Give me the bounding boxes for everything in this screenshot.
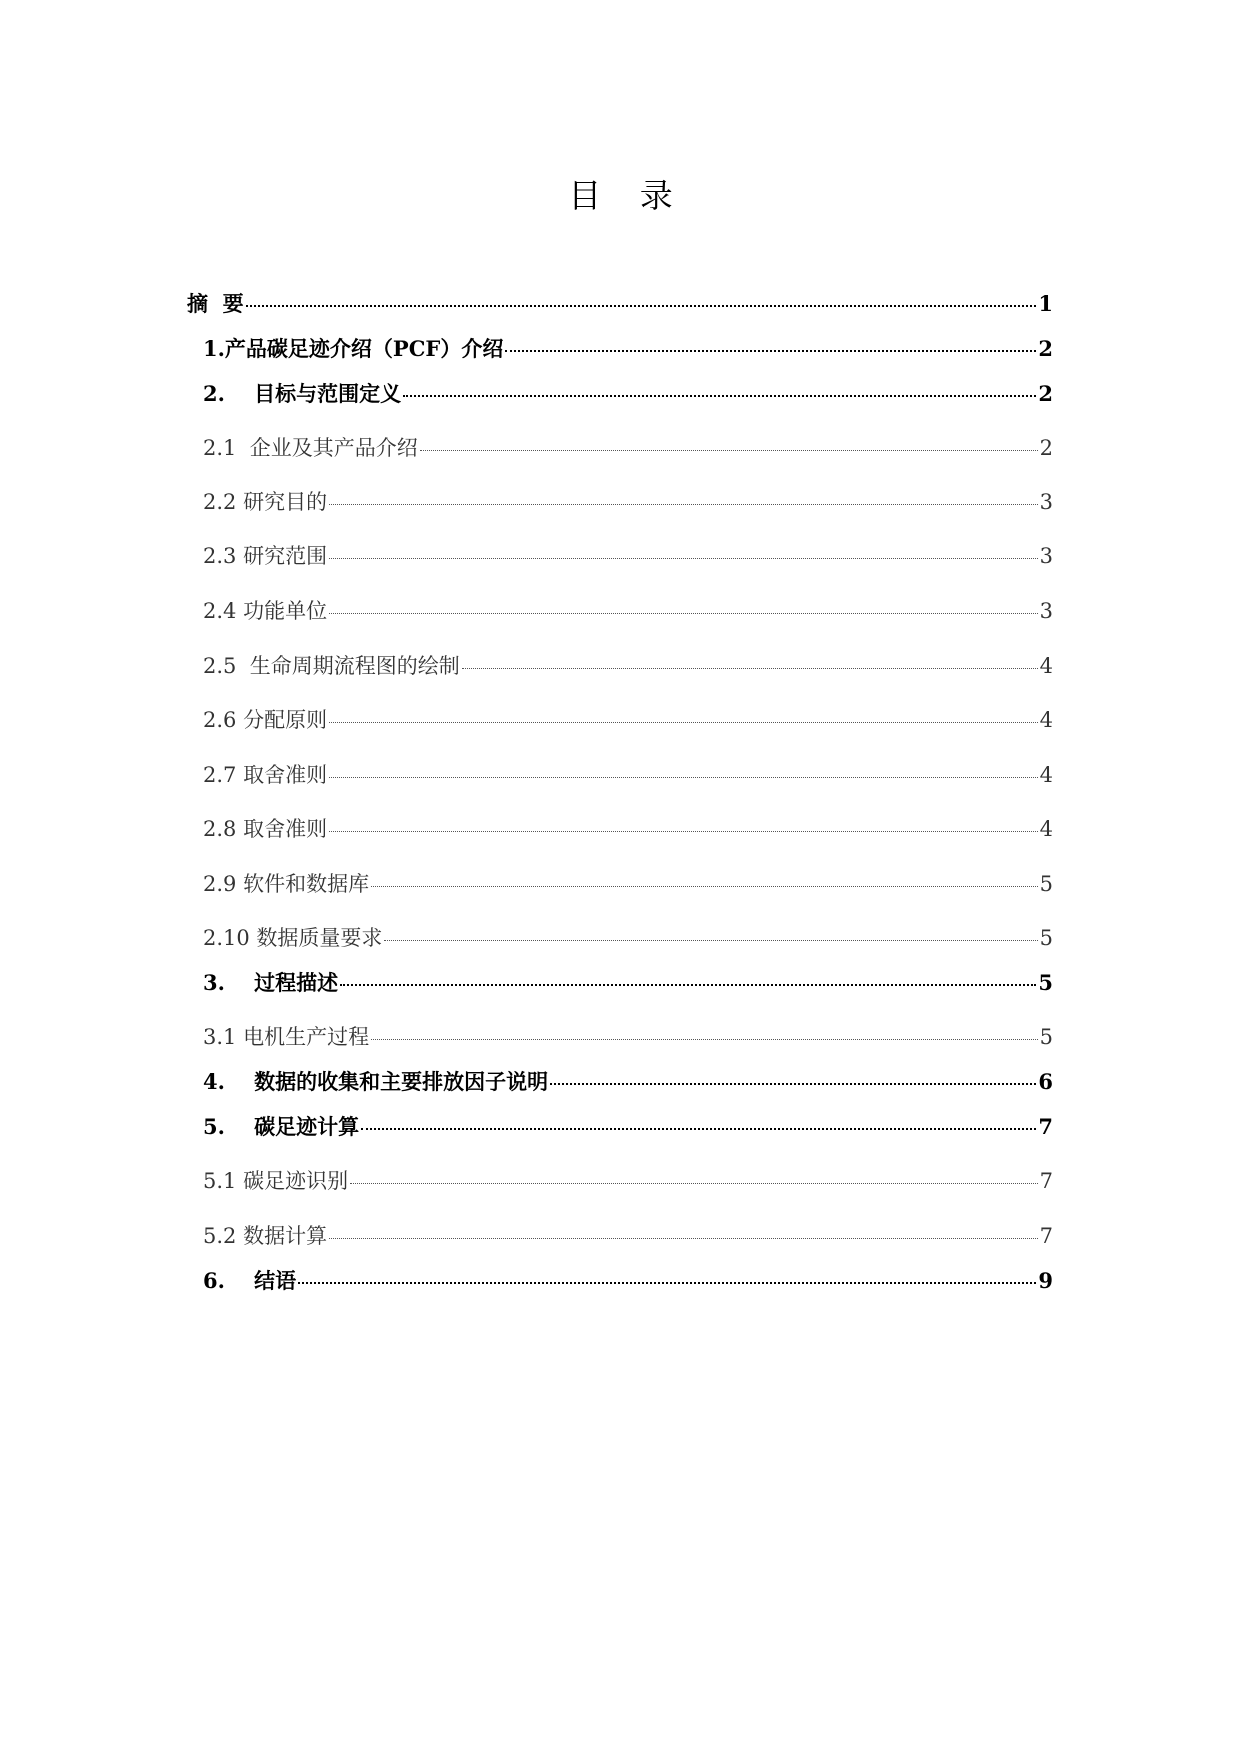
toc-entry-2-4[interactable] (203, 595, 1053, 625)
toc-entry-label: 2. 目标与范围定义 (203, 381, 402, 406)
toc-dot-leader (329, 830, 1038, 832)
toc-entry-label: 5.1 碳足迹识别 (203, 1169, 349, 1193)
toc-dot-leader (384, 939, 1037, 941)
toc-entry-4[interactable] (203, 1066, 1053, 1096)
toc-entry-2-6[interactable] (203, 704, 1053, 734)
toc-entry-2-3[interactable] (203, 540, 1053, 570)
toc-entry-label: 2.7 取舍准则 (203, 763, 328, 787)
toc-entry-page: 2 (1038, 381, 1053, 406)
toc-entry-page: 2 (1039, 436, 1053, 460)
toc-entry-label: 2.2 研究目的 (203, 490, 328, 514)
toc-entry-label: 2.3 研究范围 (203, 544, 328, 568)
page-title: 目 录 (568, 176, 687, 215)
toc-entry-page: 5 (1038, 970, 1053, 995)
toc-entry-5[interactable] (203, 1111, 1053, 1141)
toc-dot-leader (462, 667, 1038, 669)
toc-dot-leader (329, 612, 1038, 614)
toc-entry-page: 7 (1038, 1114, 1053, 1139)
toc-entry-label: 5.2 数据计算 (203, 1224, 328, 1248)
toc-dot-leader (350, 1182, 1038, 1184)
toc-entry-2-10[interactable] (203, 922, 1053, 952)
toc-dot-leader (403, 394, 1036, 397)
toc-entry-2-5[interactable] (203, 650, 1053, 680)
toc-entry-label: 2.8 取舍准则 (203, 817, 328, 841)
toc-entry-3[interactable] (203, 967, 1053, 997)
toc-entry-page: 9 (1038, 1268, 1053, 1293)
toc-entry-page: 5 (1039, 1025, 1053, 1049)
toc-dot-leader (298, 1281, 1036, 1284)
toc-entry-page: 5 (1039, 872, 1053, 896)
toc-entry-label: 1.产品碳足迹介绍（PCF）介绍 (203, 336, 504, 361)
toc-entry-page: 7 (1039, 1169, 1053, 1193)
toc-dot-leader (329, 776, 1038, 778)
toc-entry-page: 4 (1039, 763, 1053, 787)
toc-dot-leader (329, 1237, 1038, 1239)
toc-entry-2-9[interactable] (203, 868, 1053, 898)
toc-entry-label: 6. 结语 (203, 1268, 297, 1293)
toc-entry-page: 2 (1038, 336, 1053, 361)
toc-entry-2[interactable] (203, 378, 1053, 408)
toc-entry-label: 5. 碳足迹计算 (203, 1114, 360, 1139)
toc-dot-leader (329, 557, 1038, 559)
toc-entry-2-8[interactable] (203, 813, 1053, 843)
toc-entry-5-1[interactable] (203, 1165, 1053, 1195)
toc-entry-label: 2.6 分配原则 (203, 708, 328, 732)
toc-entry-2-7[interactable] (203, 759, 1053, 789)
toc-entry-label: 摘 要 (187, 291, 244, 316)
toc-entry-3-1[interactable] (203, 1021, 1053, 1051)
toc-entry-label: 3. 过程描述 (203, 970, 339, 995)
toc-dot-leader (550, 1082, 1036, 1085)
toc-entry-label: 3.1 电机生产过程 (203, 1025, 370, 1049)
toc-entry-2-1[interactable] (203, 432, 1053, 462)
toc-dot-leader (371, 1038, 1038, 1040)
toc-entry-label: 2.10 数据质量要求 (203, 926, 383, 950)
toc-entry-abstract[interactable] (187, 288, 1053, 318)
toc-entry-label: 4. 数据的收集和主要排放因子说明 (203, 1069, 549, 1094)
toc-entry-page: 5 (1039, 926, 1053, 950)
toc-entry-1[interactable] (203, 333, 1053, 363)
toc-entry-6[interactable] (203, 1265, 1053, 1295)
toc-entry-label: 2.9 软件和数据库 (203, 872, 370, 896)
toc-dot-leader (329, 721, 1038, 723)
toc-entry-page: 1 (1038, 291, 1053, 316)
toc-dot-leader (246, 304, 1037, 307)
toc-entry-page: 4 (1039, 708, 1053, 732)
toc-entry-page: 3 (1039, 599, 1053, 623)
toc-dot-leader (505, 349, 1036, 352)
toc-dot-leader (329, 503, 1038, 505)
toc-entry-label: 2.4 功能单位 (203, 599, 328, 623)
toc-entry-page: 4 (1039, 817, 1053, 841)
toc-entry-label: 2.1 企业及其产品介绍 (203, 436, 418, 460)
toc-entry-page: 3 (1039, 490, 1053, 514)
toc-dot-leader (361, 1127, 1036, 1130)
toc-entry-5-2[interactable] (203, 1220, 1053, 1250)
toc-dot-leader (371, 885, 1038, 887)
toc-entry-label: 2.5 生命周期流程图的绘制 (203, 654, 460, 678)
toc-entry-2-2[interactable] (203, 486, 1053, 516)
toc-entry-page: 3 (1039, 544, 1053, 568)
toc-dot-leader (420, 449, 1038, 451)
toc-entry-page: 4 (1039, 654, 1053, 678)
toc-entry-page: 7 (1039, 1224, 1053, 1248)
toc-entry-page: 6 (1038, 1069, 1053, 1094)
toc-dot-leader (340, 983, 1036, 986)
